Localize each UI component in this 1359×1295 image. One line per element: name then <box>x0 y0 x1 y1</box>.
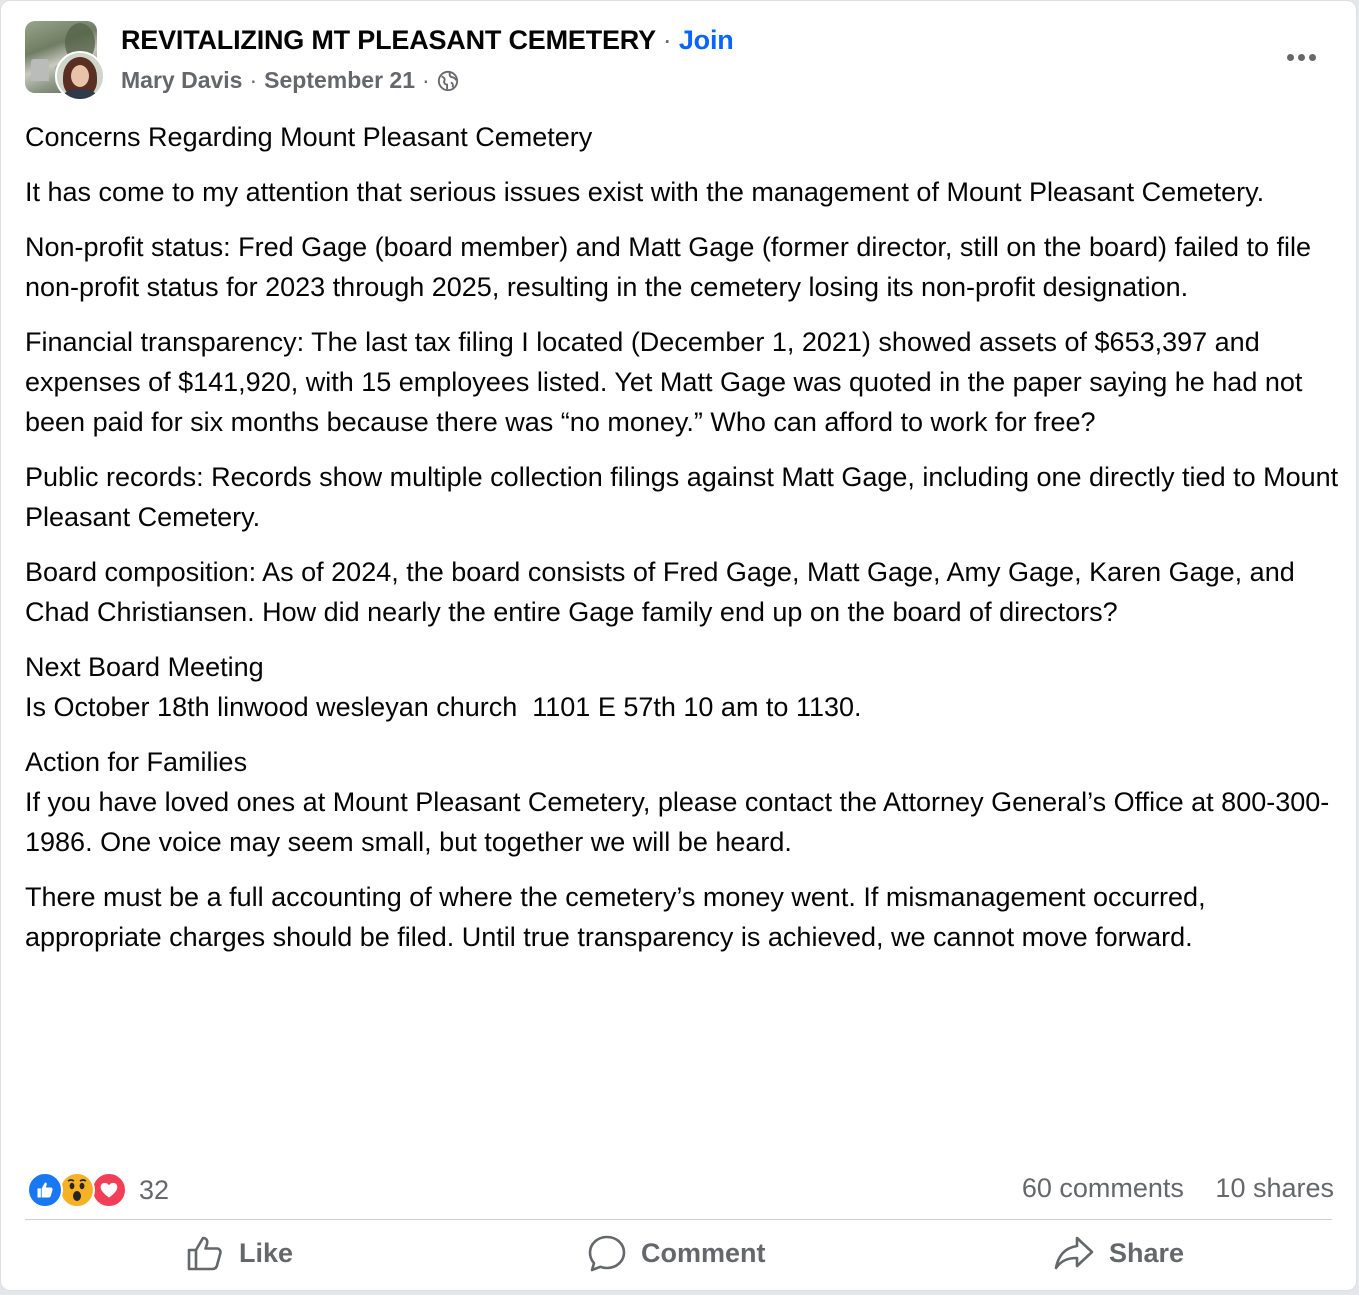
action-title: Action for Families <box>25 747 248 777</box>
post-paragraph: Financial transparency: The last tax filing I located (December 1, 2021) showed assets of $653,397 and expenses of $141,920, with 15 employees listed. Yet Matt Gage was quoted in the paper saying he had not been paid for six months because there was “no money.” Who can afford to work for free? <box>25 327 1303 437</box>
post-paragraph: Non-profit status: Fred Gage (board member) and Matt Gage (former director, still on the board) failed to file non-profit status for 2023 through 2025, resulting in the cemetery losing its non-profit designation. <box>25 232 1312 302</box>
engagement-stats <box>1022 1173 1334 1204</box>
meeting-title: Next Board Meeting <box>25 652 264 682</box>
like-reaction-icon <box>27 1172 63 1208</box>
love-reaction-icon <box>91 1172 127 1208</box>
wow-reaction-icon <box>59 1172 95 1208</box>
share-label: Share <box>1109 1237 1185 1268</box>
meta-separator: · <box>422 67 430 93</box>
globe-icon[interactable] <box>437 70 459 92</box>
group-name-link[interactable]: REVITALIZING MT PLEASANT CEMETERY <box>121 25 656 55</box>
like-label: Like <box>239 1237 294 1268</box>
post-meta <box>121 67 459 94</box>
author-avatar[interactable] <box>55 51 105 101</box>
group-title <box>121 25 734 56</box>
join-button[interactable]: Join <box>678 25 734 55</box>
post-body <box>25 117 1343 972</box>
post-paragraph: Public records: Records show multiple collection filings against Matt Gage, including one directly tied to Mount Pleasant Cemetery. <box>25 462 1339 532</box>
comment-bubble-icon <box>587 1233 627 1273</box>
action-detail: If you have loved ones at Mount Pleasant Cemetery, please contact the Attorney General’s Office at 800-300-1986. One voice may seem small, but together we will be heard. <box>25 787 1330 857</box>
thumbs-up-icon <box>185 1233 225 1273</box>
actions-divider <box>25 1219 1332 1220</box>
post-paragraph: Concerns Regarding Mount Pleasant Cemetery <box>25 122 593 152</box>
meeting-detail: Is October 18th linwood wesleyan church 1101 E 57th 10 am to 1130. <box>25 692 862 722</box>
share-arrow-icon <box>1053 1233 1095 1273</box>
shares-count[interactable]: 10 shares <box>1215 1173 1334 1203</box>
reaction-summary[interactable] <box>27 1171 169 1209</box>
share-button[interactable] <box>1053 1227 1184 1279</box>
reaction-count[interactable]: 32 <box>139 1174 170 1205</box>
closing-paragraph: There must be a full accounting of where the cemetery’s money went. If mismanagement occurred, appropriate charges should be filed. Until true transparency is achieved, we cannot move forward. <box>25 882 1206 952</box>
author-name[interactable]: Mary Davis <box>121 67 243 93</box>
post-paragraph: Board composition: As of 2024, the board consists of Fred Gage, Matt Gage, Amy Gage, Karen Gage, and Chad Christiansen. How did nearly the entire Gage family end up on the board of directors? <box>25 557 1295 627</box>
like-button[interactable] <box>185 1227 293 1279</box>
action-paragraph <box>25 742 1343 862</box>
post-avatars[interactable] <box>25 21 105 101</box>
more-options-icon[interactable] <box>1281 45 1321 69</box>
post-paragraph: It has come to my attention that serious issues exist with the management of Mount Pleasant Cemetery. <box>25 177 1265 207</box>
post-date[interactable]: September 21 <box>264 67 415 93</box>
comment-label: Comment <box>641 1237 766 1268</box>
comments-count[interactable]: 60 comments <box>1021 1173 1184 1203</box>
comment-button[interactable] <box>587 1227 766 1279</box>
join-separator: · <box>662 25 672 55</box>
meeting-paragraph <box>25 647 1343 727</box>
meta-separator: · <box>249 67 258 93</box>
